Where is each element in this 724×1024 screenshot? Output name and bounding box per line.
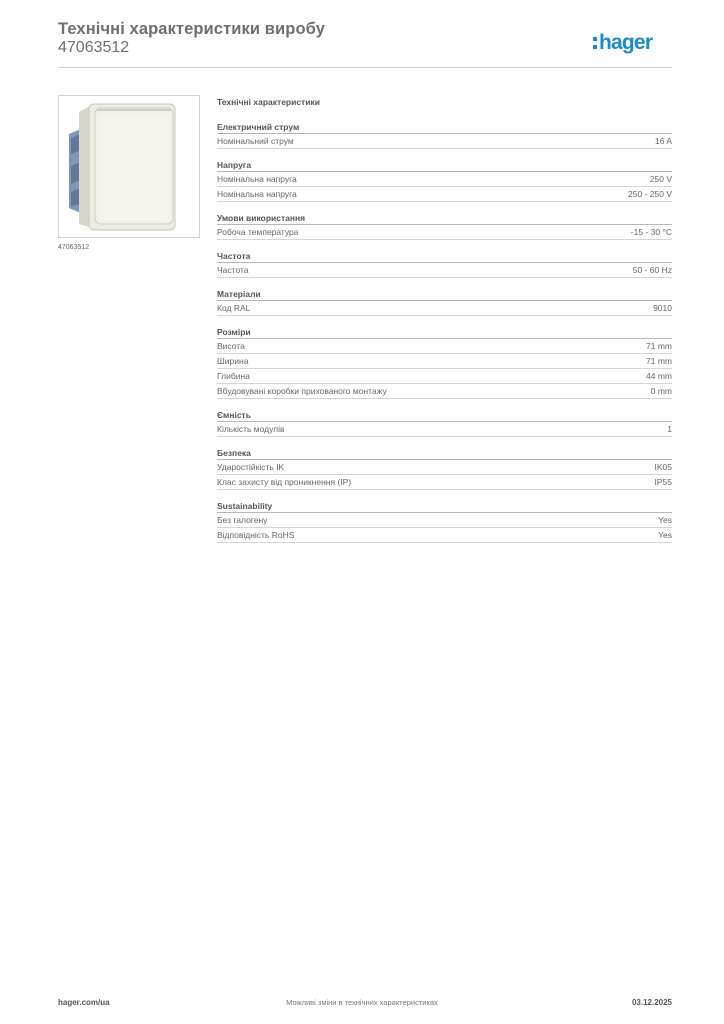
product-code: 47063512 bbox=[58, 39, 130, 56]
product-image bbox=[58, 95, 200, 238]
spec-group-current bbox=[217, 119, 672, 149]
spec-value: 71 mm bbox=[646, 356, 672, 366]
group-heading: Електричний струм bbox=[217, 119, 672, 134]
spec-row bbox=[217, 384, 672, 399]
spec-group-voltage bbox=[217, 157, 672, 202]
spec-label: Вбудовувані коробки прихованого монтажу bbox=[217, 386, 387, 396]
spec-group-materials bbox=[217, 286, 672, 316]
spec-value: 44 mm bbox=[646, 371, 672, 381]
specifications-title: Технічні характеристики bbox=[217, 97, 320, 107]
spec-group-conditions bbox=[217, 210, 672, 240]
group-heading: Ємність bbox=[217, 407, 672, 422]
spec-label: Кількість модулів bbox=[217, 424, 285, 434]
spec-row bbox=[217, 339, 672, 354]
page-title: Технічні характеристики виробу bbox=[58, 20, 325, 38]
group-heading: Безпека bbox=[217, 445, 672, 460]
spec-row bbox=[217, 172, 672, 187]
group-heading: Розміри bbox=[217, 324, 672, 339]
image-caption: 47063512 bbox=[58, 244, 90, 251]
spec-label: Висота bbox=[217, 341, 245, 351]
spec-label: Номінальна напруга bbox=[217, 174, 297, 184]
spec-row bbox=[217, 422, 672, 437]
spec-value: 250 V bbox=[649, 174, 672, 184]
spec-value: -15 - 30 °C bbox=[630, 227, 672, 237]
spec-value: IK05 bbox=[654, 462, 672, 472]
group-heading: Матеріали bbox=[217, 286, 672, 301]
spec-row bbox=[217, 134, 672, 149]
spec-label: Робоча температура bbox=[217, 227, 299, 237]
spec-row bbox=[217, 460, 672, 475]
spec-row bbox=[217, 354, 672, 369]
spec-value: Yes bbox=[658, 515, 672, 525]
footer-disclaimer: Можливі зміни в технічних характеристиках bbox=[286, 998, 438, 1007]
svg-text:hager: hager bbox=[599, 31, 653, 54]
spec-label: Номінальний струм bbox=[217, 136, 294, 146]
spec-row bbox=[217, 225, 672, 240]
spec-value: Yes bbox=[658, 530, 672, 540]
spec-group-capacity bbox=[217, 407, 672, 437]
spec-value: 9010 bbox=[653, 303, 672, 313]
spec-value: 0 mm bbox=[650, 386, 672, 396]
spec-group-safety bbox=[217, 445, 672, 490]
footer-date: 03.12.2025 bbox=[631, 998, 672, 1007]
specifications-section bbox=[217, 95, 672, 551]
group-heading: Sustainability bbox=[217, 498, 672, 513]
spec-row bbox=[217, 528, 672, 543]
spec-group-sustainability bbox=[217, 498, 672, 543]
spec-value: IP55 bbox=[654, 477, 672, 487]
spec-label: Ширина bbox=[217, 356, 249, 366]
spec-row bbox=[217, 513, 672, 528]
spec-label: Номінальна напруга bbox=[217, 189, 297, 199]
spec-value: 16 A bbox=[654, 136, 672, 146]
spec-row bbox=[217, 263, 672, 278]
spec-label: Без галогену bbox=[217, 515, 268, 525]
socket-outlet-illustration bbox=[59, 96, 199, 237]
group-heading: Умови використання bbox=[217, 210, 672, 225]
spec-label: Частота bbox=[217, 265, 249, 275]
spec-value: 50 - 60 Hz bbox=[632, 265, 672, 275]
spec-label: Відповідність RoHS bbox=[217, 530, 295, 540]
spec-value: 1 bbox=[667, 424, 672, 434]
spec-value: 250 - 250 V bbox=[628, 189, 672, 199]
group-heading: Напруга bbox=[217, 157, 672, 172]
hager-logo[interactable] bbox=[592, 28, 674, 56]
spec-row bbox=[217, 187, 672, 202]
spec-label: Клас захисту від проникнення (IP) bbox=[217, 477, 352, 487]
spec-group-frequency bbox=[217, 248, 672, 278]
spec-group-dimensions bbox=[217, 324, 672, 399]
spec-label: Глибина bbox=[217, 371, 250, 381]
spec-label: Ударостійкість IK bbox=[217, 462, 285, 472]
spec-row bbox=[217, 301, 672, 316]
footer-website-link[interactable]: hager.com/ua bbox=[58, 998, 110, 1007]
spec-row bbox=[217, 369, 672, 384]
spec-value: 71 mm bbox=[646, 341, 672, 351]
header-divider bbox=[58, 67, 672, 68]
spec-label: Код RAL bbox=[217, 303, 251, 313]
group-heading: Частота bbox=[217, 248, 672, 263]
spec-row bbox=[217, 475, 672, 490]
